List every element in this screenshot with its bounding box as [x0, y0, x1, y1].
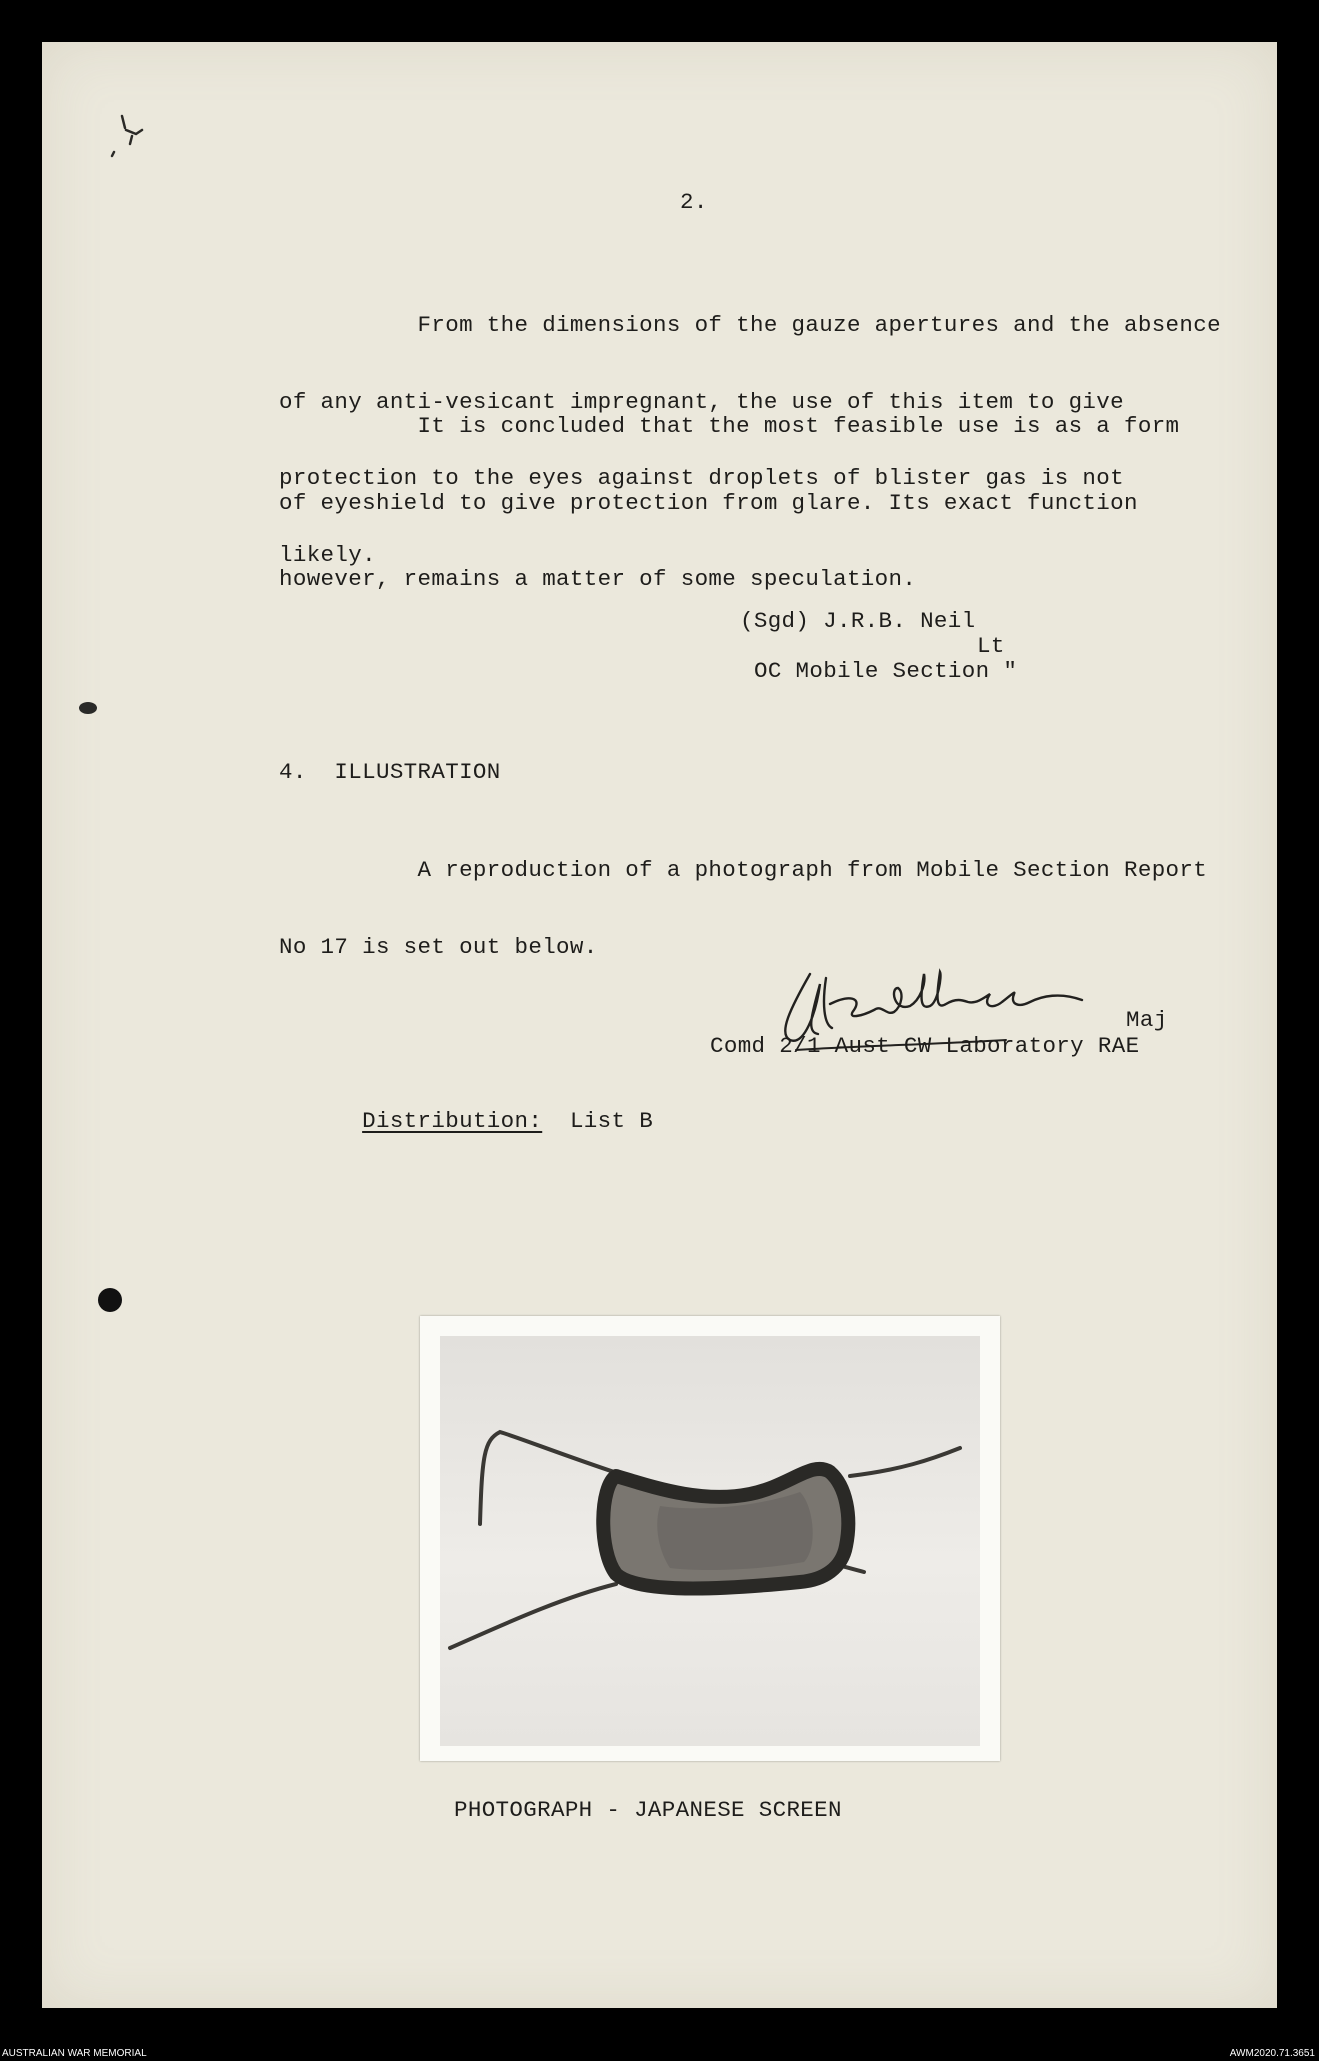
paragraph-line: of any anti-vesicant impregnant, the use of this item to give [279, 388, 1124, 415]
paragraph-line: It is concluded that the most feasible use is as a form [279, 413, 1180, 439]
distribution-line [279, 1083, 653, 1160]
paragraph-line: From the dimensions of the gauze apertures and the absence [279, 312, 1221, 338]
paragraph-line: A reproduction of a photograph from Mobile Section Report [279, 857, 1208, 883]
section-heading: 4. ILLUSTRATION [279, 759, 501, 785]
page-number: 2. [680, 189, 708, 215]
paragraph-line: No 17 is set out below. [279, 933, 598, 960]
footer-left-credit: AUSTRALIAN WAR MEMORIAL [2, 2048, 147, 2059]
paragraph-line: however, remains a matter of some speculation. [279, 566, 917, 592]
sig-block-neil-title: OC Mobile Section " [754, 658, 1018, 684]
photograph-image [440, 1336, 980, 1746]
mounted-photograph [420, 1316, 1000, 1761]
footer-right-reference: AWM2020.71.3651 [1229, 2048, 1315, 2059]
paragraph-line: likely. [279, 541, 376, 568]
punch-hole-mark [79, 702, 97, 714]
paragraph-line: protection to the eyes against droplets of blister gas is not [279, 465, 1124, 491]
punch-hole [98, 1288, 122, 1312]
paragraph-2 [279, 363, 1179, 644]
japanese-screen-photo [440, 1336, 980, 1746]
sig-block-neil-rank: Lt [977, 633, 1005, 659]
distribution-value: List B [569, 1107, 654, 1134]
paragraph-line: of eyeshield to give protection from glare. Its exact function [279, 489, 1138, 516]
sig-block-maj-rank: Maj [1126, 1007, 1168, 1033]
sig-block-maj-title: Comd 2/1 Aust CW Laboratory RAE [710, 1033, 1140, 1059]
sig-block-neil-name: (Sgd) J.R.B. Neil [740, 608, 976, 634]
document-page [42, 42, 1277, 2008]
photo-caption: PHOTOGRAPH - JAPANESE SCREEN [454, 1797, 842, 1823]
ink-smudge-mark [102, 110, 162, 170]
distribution-label: Distribution: [362, 1107, 543, 1134]
